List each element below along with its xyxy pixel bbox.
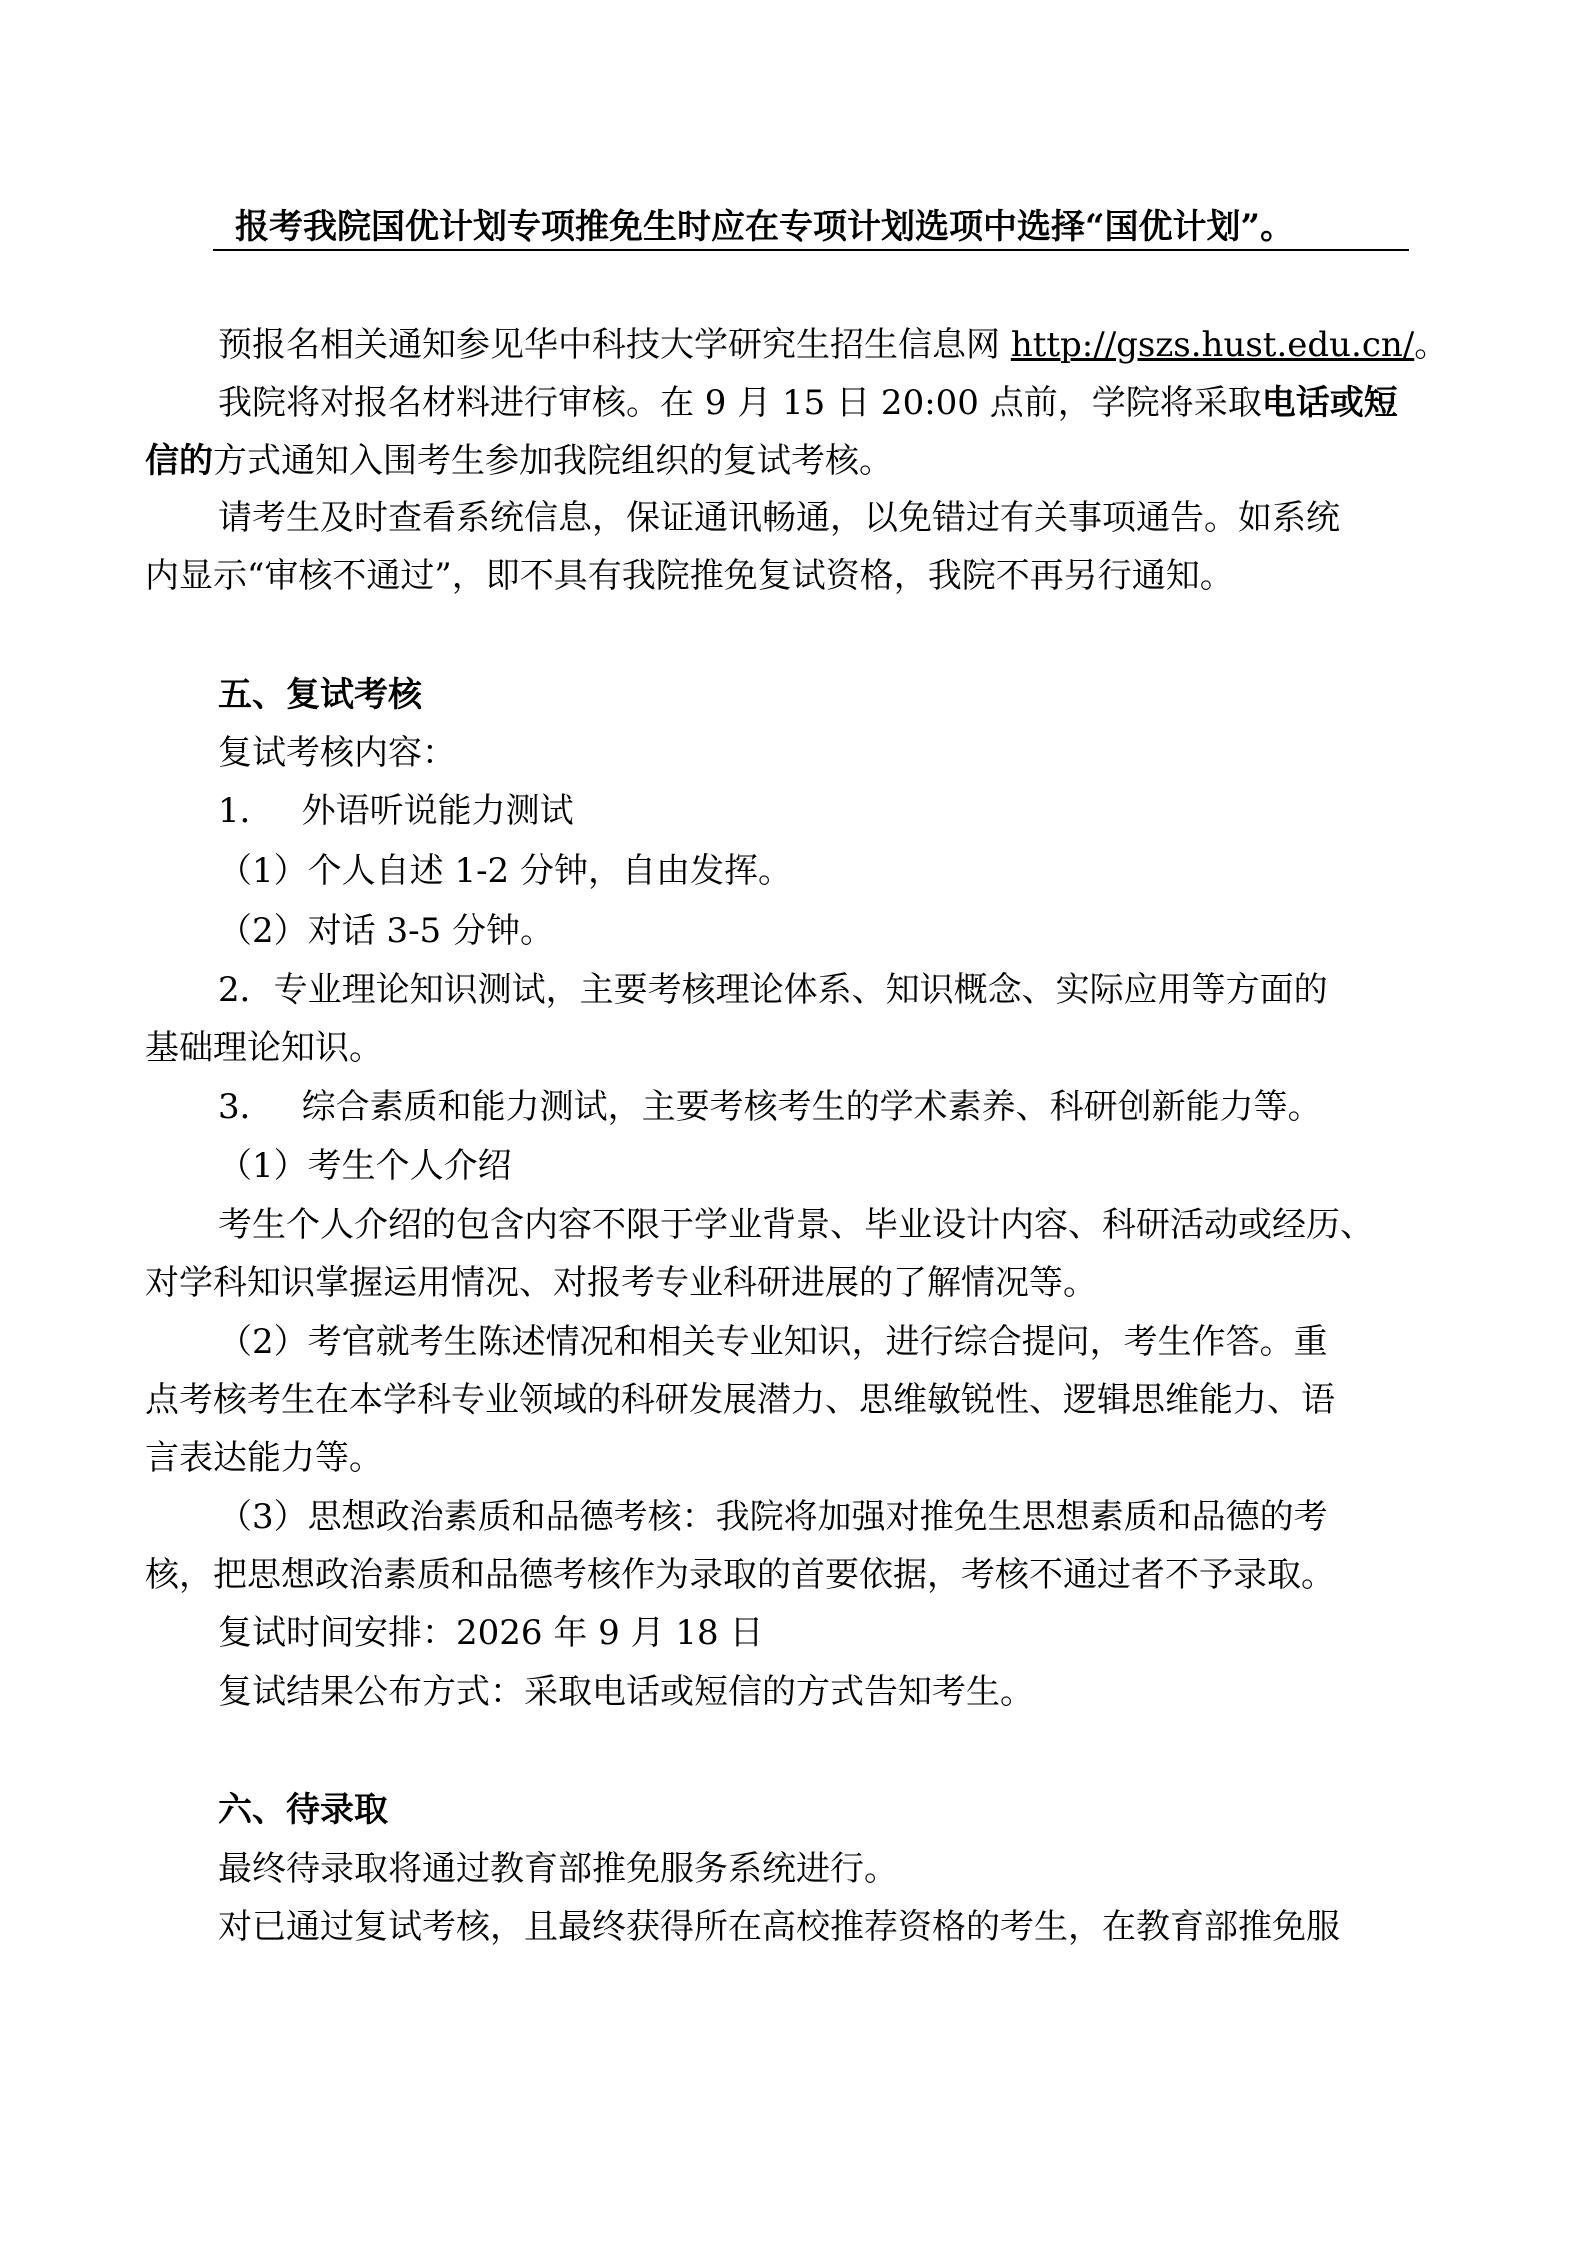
section6-line1: 最终待录取将通过教育部推免服务系统进行。 <box>218 1849 898 1889</box>
section5-heading: 五、复试考核 <box>218 675 422 715</box>
check-paragraph-line1: 请考生及时查看系统信息，保证通讯畅通，以免错过有关事项通告。如系统 <box>218 498 1340 538</box>
item1-text: 外语听说能力测试 <box>301 791 574 831</box>
prereg-end: 。 <box>1414 325 1449 365</box>
gszs-link[interactable]: http://gszs.hust.edu.cn/ <box>1010 325 1415 365</box>
review-paragraph-line2 <box>0 441 1587 481</box>
intro-line1: 考生个人介绍的包含内容不限于学业背景、毕业设计内容、科研活动或经历、 <box>218 1205 1374 1245</box>
review-text-b: 方式通知入围考生参加我院组织的复试考核。 <box>213 441 893 481</box>
item3 <box>0 1087 1587 1127</box>
review-text-a: 我院将对报名材料进行审核。在 9 月 15 日 20:00 点前，学院将采取 <box>218 383 1262 423</box>
review-text-bold-b: 信的 <box>145 441 213 481</box>
section6-line2: 对已通过复试考核，且最终获得所在高校推荐资格的考生，在教育部推免服 <box>218 1907 1340 1947</box>
item3-num: 3． <box>218 1087 274 1127</box>
content-label: 复试考核内容： <box>218 733 456 773</box>
section6-heading: 六、待录取 <box>218 1790 388 1830</box>
item3-sub2-line2: 点考核考生在本学科专业领域的科研发展潜力、思维敏锐性、逻辑思维能力、语 <box>145 1380 1335 1420</box>
check-paragraph-line2: 内显示“审核不通过”，即不具有我院推免复试资格，我院不再另行通知。 <box>145 556 1234 596</box>
item3-sub3-line1: （3）思想政治素质和品德考核：我院将加强对推免生思想素质和品德的考 <box>218 1497 1328 1537</box>
prereg-text: 预报名相关通知参见华中科技大学研究生招生信息网 <box>218 325 1011 365</box>
review-paragraph-line1 <box>0 383 1587 423</box>
item2-line1: 2．专业理论知识测试，主要考核理论体系、知识概念、实际应用等方面的 <box>218 970 1328 1010</box>
item2-line2: 基础理论知识。 <box>145 1028 383 1068</box>
item3-sub3-line2: 核，把思想政治素质和品德考核作为录取的首要依据，考核不通过者不予录取。 <box>145 1555 1335 1595</box>
prereg-paragraph <box>0 325 1587 365</box>
item3-sub2-line1: （2）考官就考生陈述情况和相关专业知识，进行综合提问，考生作答。重 <box>218 1322 1328 1362</box>
result: 复试结果公布方式：采取电话或短信的方式告知考生。 <box>218 1672 1034 1712</box>
review-text-bold-a: 电话或短 <box>1261 383 1398 423</box>
schedule: 复试时间安排：2026 年 9 月 18 日 <box>218 1613 764 1653</box>
item1 <box>0 791 1587 831</box>
item3-sub1: （1）考生个人介绍 <box>218 1146 512 1186</box>
intro-line2: 对学科知识掌握运用情况、对报考专业科研进展的了解情况等。 <box>145 1263 1097 1303</box>
item1-sub1: （1）个人自述 1-2 分钟，自由发挥。 <box>218 851 792 891</box>
item1-num: 1． <box>218 791 274 831</box>
notice-line: 报考我院国优计划专项推免生时应在专项计划选项中选择“国优计划”。 <box>213 207 1409 251</box>
item1-sub2: （2）对话 3-5 分钟。 <box>218 911 554 951</box>
item3-text: 综合素质和能力测试，主要考核考生的学术素养、科研创新能力等。 <box>301 1087 1322 1127</box>
item3-sub2-line3: 言表达能力等。 <box>145 1438 383 1478</box>
